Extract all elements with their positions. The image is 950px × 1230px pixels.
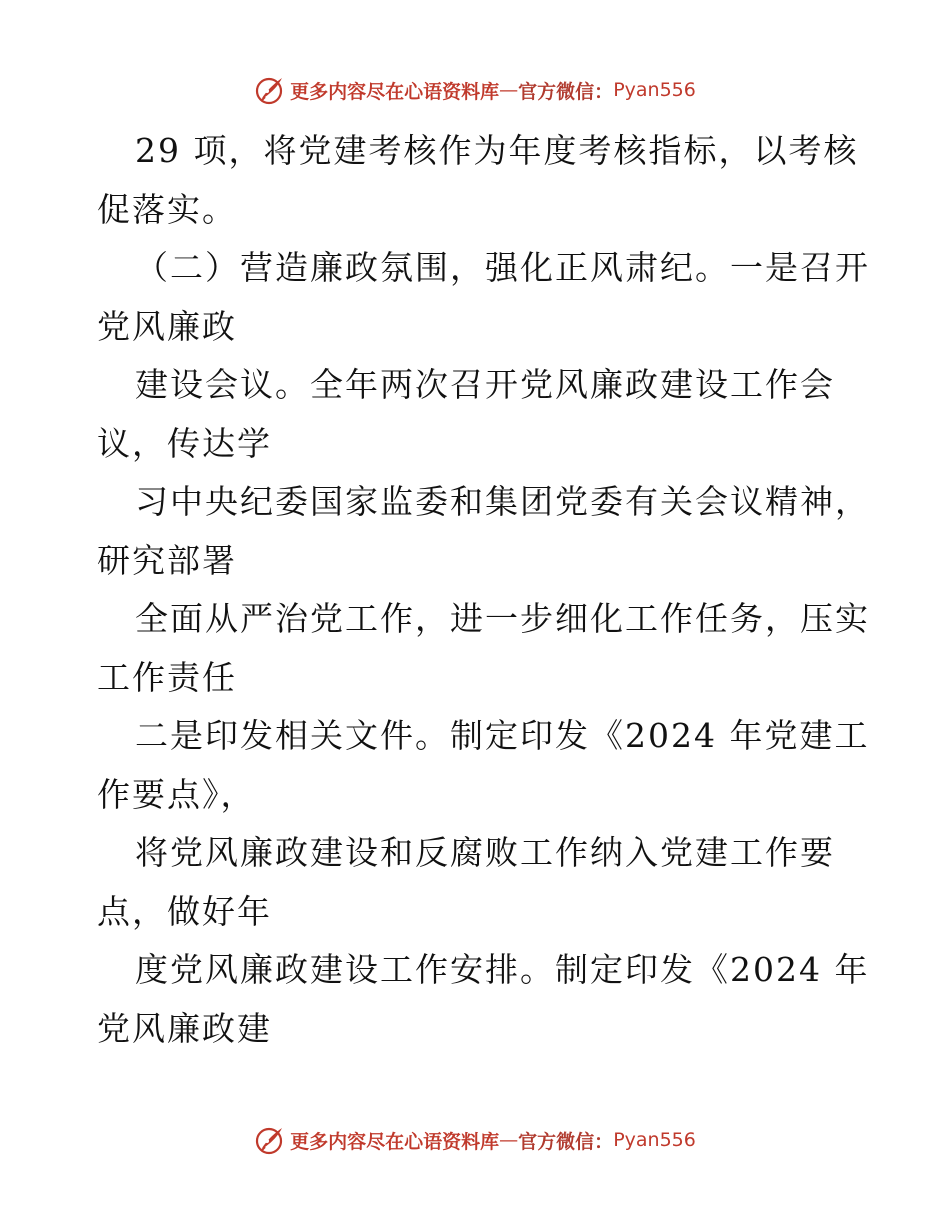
quill-pen-logo-icon xyxy=(254,1124,286,1156)
watermark-title: 更多内容尽在心语资料库 xyxy=(290,1130,500,1153)
text-line: 党风廉政 xyxy=(97,306,237,346)
text-line: 度党风廉政建设工作安排。制定印发《2024 年 xyxy=(135,950,870,989)
text-line: 29 项，将党建考核作为年度考核指标，以考核 xyxy=(135,131,859,170)
watermark-title: 更多内容尽在心语资料库 xyxy=(290,80,500,103)
quill-pen-logo-icon xyxy=(254,74,286,106)
text-line: （二）营造廉政氛围，强化正风肃纪。一是召开 xyxy=(135,248,870,287)
text-line: 促落实。 xyxy=(97,189,237,229)
text-line: 点，做好年 xyxy=(97,891,272,931)
watermark-wechat-id: Pyan556 xyxy=(613,79,696,101)
text-line: 研究部署 xyxy=(97,540,237,580)
text-line: 习中央纪委国家监委和集团党委有关会议精神， xyxy=(135,482,870,521)
header-watermark xyxy=(0,73,950,107)
watermark-wechat-label: 官方微信： xyxy=(518,80,614,103)
text-line: 建设会议。全年两次召开党风廉政建设工作会 xyxy=(135,365,835,404)
text-line: 党风廉政建 xyxy=(97,1008,272,1048)
text-line: 议，传达学 xyxy=(97,423,272,463)
document-body xyxy=(97,122,870,1058)
footer-watermark xyxy=(0,1123,950,1157)
text-line: 作要点》， xyxy=(97,774,256,814)
watermark-wechat-id: Pyan556 xyxy=(613,1129,696,1151)
text-line: 将党风廉政建设和反腐败工作纳入党建工作要 xyxy=(135,833,835,872)
text-line: 二是印发相关文件。制定印发《2024 年党建工 xyxy=(135,716,870,755)
text-line: 全面从严治党工作，进一步细化工作任务，压实 xyxy=(135,599,870,638)
watermark-separator: — xyxy=(499,79,519,101)
watermark-wechat-label: 官方微信： xyxy=(518,1130,614,1153)
text-line: 工作责任 xyxy=(97,657,237,697)
watermark-separator: — xyxy=(499,1129,519,1151)
